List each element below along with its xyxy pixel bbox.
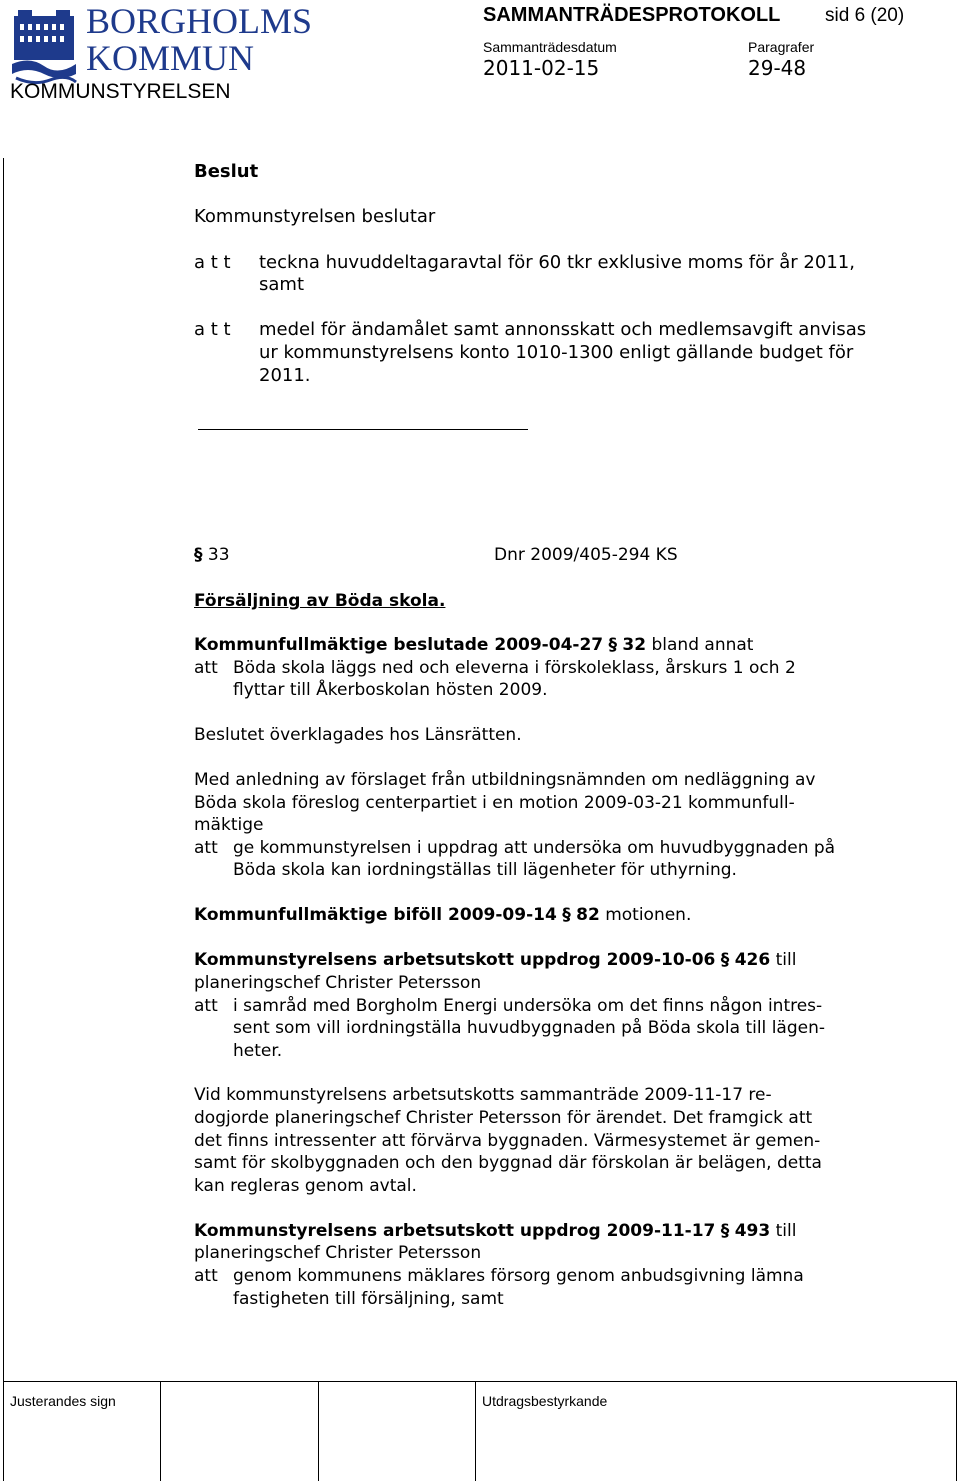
section-title: Försäljning av Böda skola.: [194, 591, 446, 611]
paragraph-6-line-2: dogjorde planeringschef Christer Petersson för ärendet. Det framgick att: [194, 1108, 813, 1128]
paragraph-5-att-line-3: heter.: [233, 1041, 283, 1061]
footer-right-line: [956, 1381, 957, 1481]
paragraphs-value: 29-48: [748, 56, 807, 80]
extract-certification-label: Utdragsbestyrkande: [482, 1393, 608, 1409]
logo-text-borgholms: BORGHOLMS: [86, 1, 313, 41]
separator-line: [198, 429, 528, 430]
paragraph-5-att-line-1: i samråd med Borgholm Energi undersöka om det finns någon intres-: [233, 996, 823, 1016]
paragraph-3-att-line-2: Böda skola kan iordningställas till lägenheter för uthyrning.: [233, 860, 737, 880]
paragraph-4-rest: motionen.: [605, 905, 692, 925]
paragraph-4-bold: Kommunfullmäktige biföll 2009-09-14: [194, 905, 557, 925]
paragraph-7-att-line-1: genom kommunens mäklares försorg genom anbudsgivning lämna: [233, 1266, 804, 1286]
paragraph-3-line-3: mäktige: [194, 815, 264, 835]
paragraph-5-line-1: [194, 949, 796, 971]
paragraph-3-att-line-1: ge kommunstyrelsen i uppdrag att undersöka om huvudbyggnaden på: [233, 838, 836, 858]
paragraph-1-att: att: [194, 658, 218, 678]
decision-intro: Kommunstyrelsen beslutar: [194, 206, 436, 227]
paragraph-5-bold: Kommunstyrelsens arbetsutskott uppdrog 2009-10-06: [194, 950, 716, 970]
paragraph-2: Beslutet överklagades hos Länsrätten.: [194, 725, 522, 745]
paragraph-5-rest: till: [775, 950, 797, 970]
decision-item-1-line-1: teckna huvuddeltagaravtal för 60 tkr exklusive moms för år 2011,: [259, 252, 855, 273]
section-heading: [194, 544, 230, 566]
decision-item-1-line-2: samt: [259, 274, 304, 295]
att-label-1: a t t: [194, 252, 231, 273]
section-symbol: §: [720, 1221, 730, 1241]
paragraph-6-line-3: det finns intressenter att förvärva byggnaden. Värmesystemet är gemen-: [194, 1131, 821, 1151]
att-label-2: a t t: [194, 319, 231, 340]
meeting-date-label: Sammanträdesdatum: [483, 39, 617, 55]
logo-text-kommun: KOMMUN: [86, 38, 255, 78]
section-symbol: §: [608, 635, 618, 655]
paragraph-1-rest: bland annat: [651, 635, 754, 655]
decision-item-2-line-3: 2011.: [259, 365, 311, 386]
footer-divider-3: [475, 1381, 476, 1481]
case-number: Dnr 2009/405-294 KS: [494, 545, 678, 565]
paragraph-7-att: att: [194, 1266, 218, 1286]
decision-heading: Beslut: [194, 161, 259, 182]
section-symbol: §: [194, 545, 203, 565]
paragraph-1-bold: Kommunfullmäktige beslutade 2009-04-27: [194, 635, 604, 655]
paragraphs-label: Paragrafer: [748, 39, 815, 55]
justification-signature-label: Justerandes sign: [10, 1393, 116, 1409]
footer-divider-1: [160, 1381, 161, 1481]
paragraph-7-number: 493: [734, 1221, 771, 1241]
paragraph-3-line-1: Med anledning av förslaget från utbildningsnämnden om nedläggning av: [194, 770, 816, 790]
paragraph-6-line-1: Vid kommunstyrelsens arbetsutskotts sammanträde 2009-11-17 re-: [194, 1085, 772, 1105]
paragraph-3-line-2: Böda skola föreslog centerpartiet i en motion 2009-03-21 kommunfull-: [194, 793, 795, 813]
paragraph-1-att-line-1: Böda skola läggs ned och eleverna i förskoleklass, årskurs 1 och 2: [233, 658, 796, 678]
footer-top-line: [3, 1381, 956, 1382]
department-name: KOMMUNSTYRELSEN: [10, 80, 231, 103]
left-margin-line: [3, 158, 4, 1481]
paragraph-4-number: 82: [576, 905, 600, 925]
paragraph-4: [194, 904, 691, 926]
paragraph-7-line-2: planeringschef Christer Petersson: [194, 1243, 482, 1263]
decision-item-2-line-2: ur kommunstyrelsens konto 1010-1300 enligt gällande budget för: [259, 342, 854, 363]
paragraph-3-att: att: [194, 838, 218, 858]
paragraph-5-number: 426: [734, 950, 771, 970]
section-symbol: §: [562, 905, 571, 925]
page-number: sid 6 (20): [825, 5, 905, 26]
paragraph-7-rest: till: [775, 1221, 797, 1241]
paragraph-5-att-line-2: sent som vill iordningställa huvudbyggnaden på Böda skola till lägen-: [233, 1018, 825, 1038]
decision-item-2-line-1: medel för ändamålet samt annonsskatt och medlemsavgift anvisas: [259, 319, 867, 340]
paragraph-5-line-2: planeringschef Christer Petersson: [194, 973, 482, 993]
meeting-date-value: 2011-02-15: [483, 56, 600, 80]
paragraph-7-line-1: [194, 1220, 796, 1242]
paragraph-7-att-line-2: fastigheten till försäljning, samt: [233, 1289, 504, 1309]
paragraph-7-bold: Kommunstyrelsens arbetsutskott uppdrog 2009-11-17: [194, 1221, 716, 1241]
paragraph-5-att: att: [194, 996, 218, 1016]
section-symbol: §: [720, 950, 730, 970]
paragraph-6-line-4: samt för skolbyggnaden och den byggnad där förskolan är belägen, detta: [194, 1153, 822, 1173]
footer-divider-2: [318, 1381, 319, 1481]
paragraph-1-number: 32: [622, 635, 647, 655]
document-title: SAMMANTRÄDESPROTOKOLL: [483, 4, 781, 26]
paragraph-6-line-5: kan regleras genom avtal.: [194, 1176, 417, 1196]
paragraph-1-line-1: [194, 634, 753, 656]
paragraph-1-att-line-2: flyttar till Åkerboskolan hösten 2009.: [233, 680, 548, 700]
section-number: 33: [207, 545, 230, 565]
